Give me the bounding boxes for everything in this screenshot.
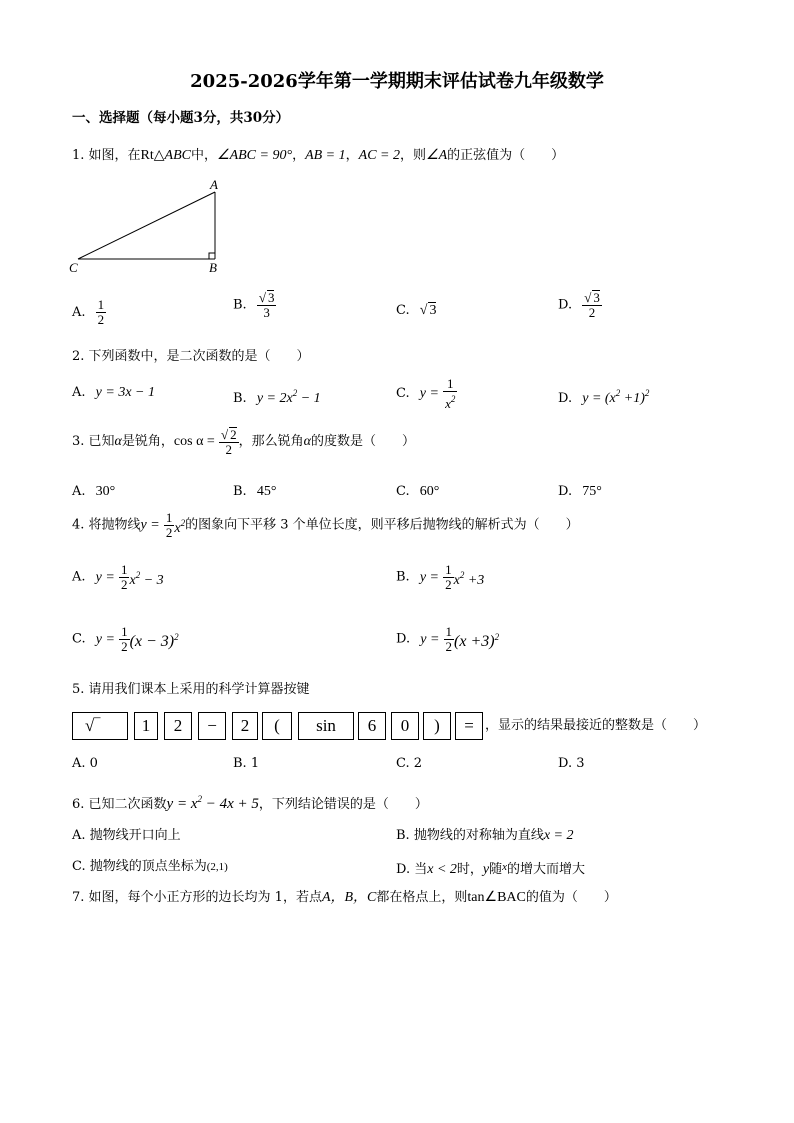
question-7-stem: 7. 如图，每个小正方形的边长均为 1，若点A，B，C都在格点上，则tan∠BAC的值为（ ） xyxy=(72,890,617,905)
q5-option-a: A. 0 xyxy=(72,756,98,771)
calc-key-6: 6 xyxy=(358,712,386,740)
q1-option-c: C. √ 3 xyxy=(396,303,437,318)
calc-key-1: 1 xyxy=(134,712,158,740)
q2-option-a: A. y = 3x − 1 xyxy=(72,385,155,400)
question-3-stem: 3. 已知α是锐角，cos α = $\frac{√ 2}{2}$ ，那么锐角α的度数是（ ） xyxy=(72,427,415,457)
vertex-label-b: B xyxy=(209,260,217,275)
page-title: 2025-2026学年第一学期期末评估试卷九年级数学 xyxy=(190,71,604,92)
q1-option-a: A. $\frac{1}{2}$ xyxy=(72,297,105,327)
q5-option-c: C. 2 xyxy=(396,756,423,771)
calc-key-open-paren: ( xyxy=(262,712,292,740)
q2-option-b: B. $y = 2x^2 - 1$ xyxy=(233,388,321,406)
calc-key-close-paren: ) xyxy=(423,712,451,740)
q2-option-c: C. y = $\frac{1}{x^2}$ xyxy=(396,376,456,411)
q6-option-d: D. 当x < 2时，y随$^x$的增大而增大 xyxy=(396,861,586,877)
calc-key-2b: 2 xyxy=(232,712,258,740)
q3-option-b: B. 45° xyxy=(233,484,277,499)
question-1-stem: 1. 如图，在Rt△ABC中，∠ABC = 90°，AB = 1，AC = 2，则∠A的正弦值为（ ） xyxy=(72,148,565,163)
calc-key-sqrt: √‾ xyxy=(72,712,128,740)
q3-option-d: D. 75° xyxy=(558,484,602,499)
calc-key-sin: sin xyxy=(298,712,354,740)
q4-option-a: A. y = $\frac{1}{2}$ $x^2 - 3$ xyxy=(72,562,164,592)
calc-key-2: 2 xyxy=(164,712,192,740)
q1-option-b: B. $\frac{√ 3}{3}$ xyxy=(233,290,275,320)
question-5-tail: ，显示的结果最接近的整数是（ ） xyxy=(485,718,707,733)
q3-option-c: C. 60° xyxy=(396,484,440,499)
q6-option-a: A. 抛物线开口向上 xyxy=(72,828,181,843)
question-5-stem: 5. 请用我们课本上采用的科学计算器按键 xyxy=(72,682,310,697)
question-2-stem: 2. 下列函数中，是二次函数的是（ ） xyxy=(72,349,310,364)
vertex-label-a: A xyxy=(210,177,218,192)
question-4-stem: 4. 将抛物线y = $\frac{1}{2}$ $x^2$的图象向下平移 3 个单位长度，则平移后抛物线的解析式为（ ） xyxy=(72,510,579,540)
q3-option-a: A. 30° xyxy=(72,484,116,499)
calc-key-0: 0 xyxy=(391,712,419,740)
q2-option-d: D. $y = (x^2 +1)^2$ xyxy=(558,388,650,406)
q6-option-b: B. 抛物线的对称轴为直线x = 2 xyxy=(396,828,574,843)
q4-option-d: D. y = $\frac{1}{2}$ $(x +3)^2$ xyxy=(396,624,500,654)
q1-option-d: D. $\frac{√ 3}{2}$ xyxy=(558,290,600,320)
q5-option-b: B. 1 xyxy=(233,756,260,771)
q4-option-c: C. y = $\frac{1}{2}$ $(x - 3)^2$ xyxy=(72,624,179,654)
vertex-label-c: C xyxy=(69,260,78,275)
q4-option-b: B. y = $\frac{1}{2}$ $x^2 +3$ xyxy=(396,562,485,592)
question-6-stem: 6. 已知二次函数$y = x^2 - 4x + 5$，下列结论错误的是（ ） xyxy=(72,794,428,812)
calc-key-minus: − xyxy=(198,712,226,740)
section-heading: 一、选择题（每小题3分，共30分） xyxy=(72,110,290,126)
q5-option-d: D. 3 xyxy=(558,756,585,771)
q6-option-c: C. 抛物线的顶点坐标为(2,1) xyxy=(72,859,228,874)
right-triangle-figure xyxy=(66,176,226,276)
calc-key-equals: = xyxy=(455,712,483,740)
